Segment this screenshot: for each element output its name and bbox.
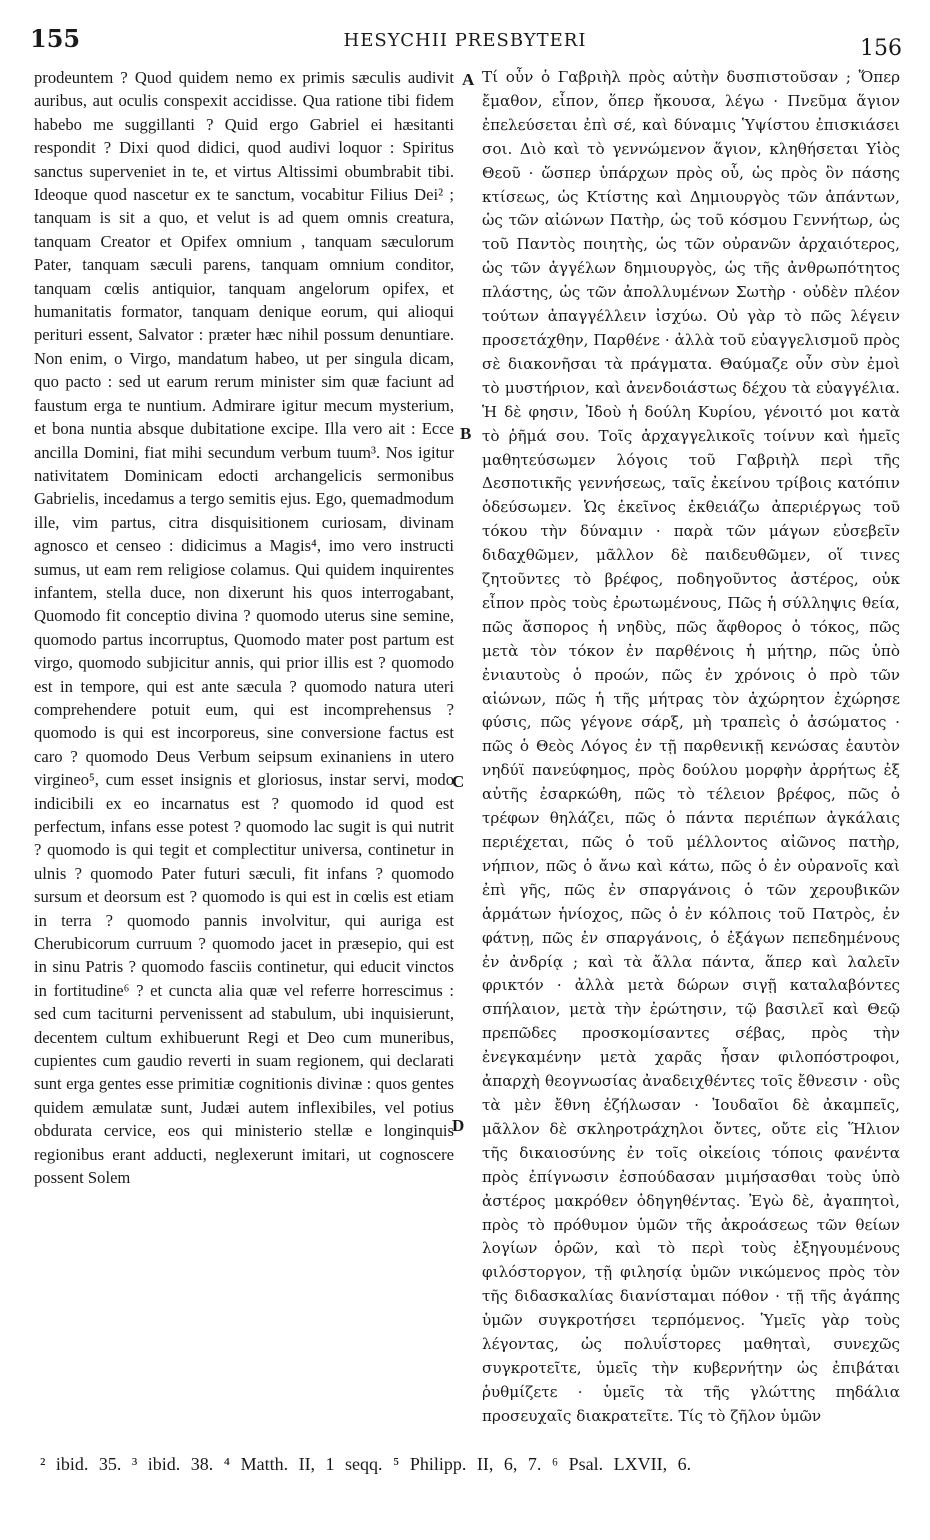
latin-column bbox=[34, 66, 454, 1190]
section-marker-a: A bbox=[462, 70, 475, 89]
page-number-left: 155 bbox=[30, 24, 81, 53]
greek-column bbox=[482, 66, 900, 1429]
page-number-right: 156 bbox=[860, 36, 902, 61]
section-marker-c: C bbox=[452, 772, 465, 791]
footnotes: ² ibid. 35. ³ ibid. 38. ⁴ Matth. II, 1 seqq. ⁵ Philipp. II, 6, 7. ⁶ Psal. LXVII, 6. bbox=[40, 1454, 692, 1474]
section-marker-b: B bbox=[460, 424, 472, 443]
running-title: HESYCHII PRESBYTERI bbox=[343, 30, 587, 51]
greek-text: Τί οὖν ὁ Γαβριὴλ πρὸς αὐτὴν δυσπιστοῦσαν ; Ὅπερ ἔμαθον, εἶπον, ὅπερ ἤκουσα, λέγω · Πνεῦμα ἅγιον ἐπελεύσεται ἐπὶ σέ, καὶ δύναμις Ὑψίστου ἐπισκιάσει σοι. Διὸ καὶ τὸ γεννώμενον ἅγιον, κληθήσεται Υἱὸς Θεοῦ · ὥσπερ ὑπάρχων πρὸς οὗ, ὡς πρὸς ὃν πάσης κτίσεως, ὡς Κτίστης καὶ Δημιουργὸς τῶν ἁπάντων, ὡς τῶν αἰώνων Πατὴρ, ὡς τοῦ κόσμου Γεννήτωρ, ὡς τοῦ Παντὸς ποιητὴς, ὡς τῶν οὐρανῶν ἀρχαιότερος, ὡς τῶν ἀγγέλων δημιουργὸς, ὡς τῆς ἀνθρωπότητος πλάστης, ὡς τῶν ἀπολλυμένων Σωτὴρ · οὐδὲν πλέον τούτων ἀπαγγέλλειν ἰσχύω. Οὐ γὰρ τὸ πῶς λέγειν προσετάχθην, Παρθένε · ἀλλὰ τοῦ εὐαγγελισμοῦ πρὸς σὲ διακονῆσαι τὰ πράγματα. Θαύμαζε οὖν σὺν ἐμοὶ τὸ μυστήριον, καὶ ἀνενδοιάστως δέχου τὰ εὐαγγέλια. Ἡ δὲ φησιν, Ἰδοὺ ἡ δούλη Κυρίου, γένοιτό μοι κατὰ τὸ ῥῆμά σου. Τοῖς ἀρχαγγελικοῖς τοίνυν καὶ ἡμεῖς μαθητεύσωμεν λόγοις τοῦ Γαβριὴλ περὶ τῆς Δεσποτικῆς γεννήσεως, ταῖς ἐκείνου τρίβοις κατόπιν ὁδεύσωμεν. Ὡς ἐκεῖνος ἐκθειάζω ἀπεριέργως τοῦ τόκου τὴν δύναμιν · παρὰ τῶν μάγων εὐσεβεῖν διδαχθῶμεν, μᾶλλον δὲ παιδευθῶμεν, οἵ τινες ζητοῦντες τὸ βρέφος, ποδηγοῦντος ἀστέρος, οὐκ εἶπον πρὸς τοὺς ἐρωτωμένους, Πῶς ἡ σύλληψις θεία, πῶς ἄσπορος ἡ νηδὺς, πῶς ἄφθορος ὁ τόκος, πῶς μετὰ τὸν τόκον ἐν παρθένοις ἡ μήτηρ, πῶς ὑπὸ ἐνιαυτοὺς ὁ προών, πῶς ἐν χρόνοις ὁ πρὸ τῶν αἰώνων, πῶς ἡ τῆς μήτρας τὸν ἀχώρητον ἐχώρησε φύσις, πῶς γέγονε σάρξ, μὴ τραπεὶς ὁ ἀσώματος · πῶς ὁ Θεὸς Λόγος ἐν τῇ παρθενικῇ κενώσας ἑαυτὸν νηδύϊ πανεύφημος, πρὸς δούλου μορφὴν ἀρρήτως ἐξ αὐτῆς ἐσαρκώθη, πῶς τὸ τέλειον βρέφος, πῶς ὁ τρέφων θηλάζει, πῶς ὁ πάντα περιέπων ἀγκάλαις περιέχεται, πῶς ὁ τοῦ μέλλοντος αἰῶνος πατὴρ, νήπιον, πῶς ὁ ἄνω καὶ κάτω, πῶς ὁ ἐν οὐρανοῖς καὶ ἐπὶ γῆς, πῶς ἐν σπαργάνοις ὁ τῶν χερουβικῶν ἁρμάτων ἡνίοχος, πῶς ὁ ἐν κόλποις τοῦ Πατρὸς, ἐν φάτνῃ, πῶς ἐν σπαργάνοις, ὁ ἐξάγων πεπεδημένους ἐν ἀνδρίᾳ ; καὶ τὰ ἄλλα πάντα, ἅπερ καὶ λαλεῖν φρικτόν · ἀλλὰ μετὰ δώρων σιγῇ καταλαβόντες σπήλαιον, μετὰ τὴν ἐρώτησιν, τῷ βασιλεῖ καὶ Θεῷ πρεπῶδες προσκομίσαντες σέβας, πρὸς τὴν ἐνεγκαμένην μετὰ χαρᾶς ἦσαν φιλοπόστροφοι, ἀπαρχὴ θεογνωσίας ἀναδειχθέντες τοῖς ἔθνεσιν · οὓς τὰ μὲν ἔθνη ἐζήλωσαν · Ἰουδαῖοι δὲ ἀκαμπεῖς, μᾶλλον δὲ σκληροτράχηλοι ὄντες, οὔτε εἰς Ἥλιον τῆς δικαιοσύνης ἐν τοῖς οἰκείοις τόποις φανέντα πρὸς ἐπίγνωσιν ἐσπούδασαν μιμήσασθαι τοὺς ὑπὸ ἀστέρος μακρόθεν ὁδηγηθέντας. Ἐγὼ δὲ, ἀγαπητοὶ, πρὸς τὸ πρόθυμον ὑμῶν τῆς ἀκροάσεως τῶν θείων λογίων ὁρῶν, καὶ τὸ περὶ τοὺς ἐξηγουμένους φιλόστοργον, τῇ φιλησίᾳ ὑμῶν νικώμενος πρὸς τὸν τῆς διδασκαλίας διανίσταμαι πόθον · τῇ τῆς ἀγάπης ὑμῶν συγκροτήσει τερπόμενος. Ὑμεῖς γὰρ τοὺς λέγοντας, ὡς πολυΐστορες μαθηταὶ, συνεχῶς συγκροτεῖτε, ὑμεῖς τὴν κυβερνήτην ὡς ἐπιβάται ῥυθμίζετε · ὑμεῖς τὰ τῆς γλώττης πηδάλια προσευχαῖς διακρατεῖτε. Τίς τὸ ζῆλον ὑμῶν bbox=[482, 68, 900, 1425]
latin-text: prodeuntem ? Quod quidem nemo ex primis sæculis audivit auribus, aut oculis conspexit accidisse. Qua ratione tibi fidem habebo me suggillanti ? Quid ergo Gabriel ei hæsitanti respondit ? Dixi quod didici, quod audivi loquor : Spiritus sanctus superveniet in te, et virtus Altissimi obumbrabit tibi. Ideoque quod nascetur ex te sanctum, vocabitur Filius Dei² ; tanquam is sit a quo, et velut is ad quem omnis creatura, tanquam Creator et Opifex omnium , tanquam sæculorum Pater, tanquam sæculi parens, tanquam omnium conditor, tanquam cœlis antiquior, tanquam angelorum opifex, et humanitatis formator, tanquam denique eorum, qui alioqui perituri essent, Salvator : præter hæc nihil possum denuntiare. Non enim, o Virgo, mandatum habeo, ut per singula dicam, quo pacto : sed ut earum rerum minister sim quæ faciunt ad faustum erga te nuntium. Admirare igitur mecum mysterium, et bona nuntia absque dubitatione excipe. Illa vero ait : Ecce ancilla Domini, fiat mihi secundum verbum tuum³. Nos igitur nativitatem Dominicam edocti archangelicis sermonibus Gabrielis, incedamus a tergo semitis ejus. Ego, quemadmodum ille, vim partus, citra disquisitionem curiosam, divinam agnosco et censeo : didicimus a Magis⁴, imo vero instructi sumus, ut eam rem religiose colamus. Qui quidem inquirentes infantem, stella duce, non dixerunt his quos interrogabant, Quomodo fit conceptio divina ? quomodo uterus sine semine, quomodo partus incorruptus, Quomodo mater post partum est virgo, quomodo subjicitur annis, qui prior illis est ? quomodo est in tempore, qui est ante sæcula ? quomodo natura uteri comprehendere potuit eum, qui est incomprehensus ? quomodo is qui est incorporeus, sine conversione factus est caro ? quomodo Deus Verbum seipsum exinaniens in utero virgineo⁵, cum esset insignis et gloriosus, instar servi, modo indicibili ex eo incarnatus est ? quomodo id quod est perfectum, infans esse potest ? quomodo lac sugit is qui nutrit ? quomodo is qui tegit et complectitur universa, continetur in ulnis ? quomodo Pater futuri sæculi, fit infans ? quomodo sursum et deorsum est ? quomodo is qui est in cœlis est etiam in terra ? quomodo pannis involvitur, qui auriga est Cherubicorum curruum ? quomodo jacet in præsepio, qui est in sinu Patris ? quomodo fasciis continetur, qui educit vinctos in fortitudine⁶ ? et cuncta alia quæ vel referre horrescimus : sed cum taciturni pervenissent ad stabulum, ubi inquisierunt, decentem cultum exhibuerunt Regi et Deo cum muneribus, cupientes cum gaudio reverti in suam regionem, qui declarati sunt erga gentes esse primitiæ cognitionis divinæ : quos gentes quidem æmulatæ sunt, Judæi autem inflexibiles, vel potius obdurata cervice, eos qui ministerio stellæ e longinquis regionibus erant adducti, neglexerunt imitari, ut cognoscere possent Solem bbox=[34, 68, 454, 1188]
section-marker-d: D bbox=[452, 1116, 465, 1135]
